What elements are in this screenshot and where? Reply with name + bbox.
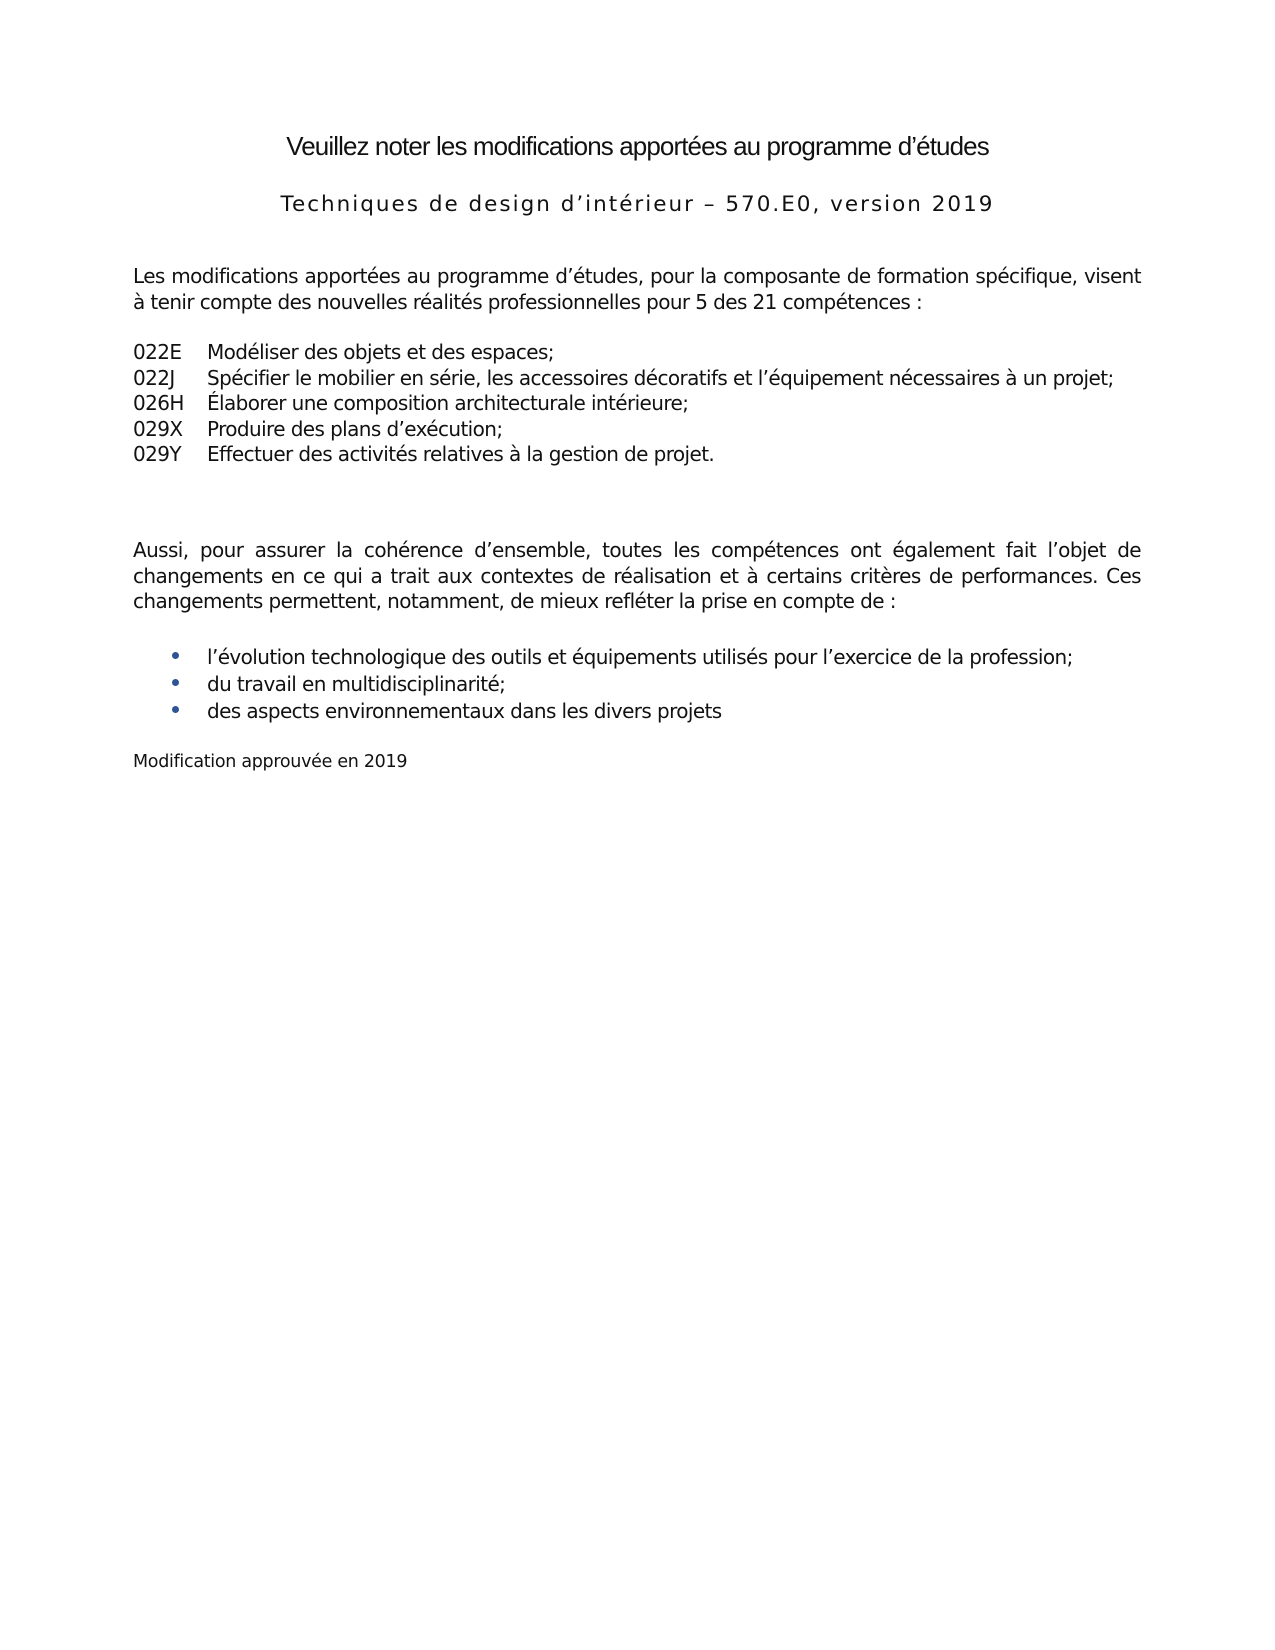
intro-paragraph: Les modifications apportées au programme d’études, pour la composante de formation spécifique, visent à tenir compte des nouvelles réalités professionnelles pour 5 des 21 compétences : (133, 264, 1141, 314)
competency-text: Élaborer une composition architecturale intérieure; (207, 391, 689, 415)
competency-code: 022E (133, 340, 182, 364)
bullet-item (170, 698, 1150, 725)
competency-item (133, 391, 1141, 417)
competency-item (133, 417, 1141, 443)
coherence-paragraph: Aussi, pour assurer la cohérence d’ensemble, toutes les compétences ont également fait l’objet de changements en ce qui a trait aux contextes de réalisation et à certains critères de performances. Ces changements permettent, notamment, de mieux refléter la prise en compte de : (133, 538, 1141, 613)
document-subtitle: Techniques de design d’intérieur – 570.E0, version 2019 (280, 192, 995, 217)
competency-item (133, 442, 1141, 468)
bullet-list (170, 644, 1150, 725)
bullet-item (170, 644, 1150, 671)
bullet-text: des aspects environnementaux dans les divers projets (207, 699, 722, 723)
approval-footnote: Modification approuvée en 2019 (133, 752, 408, 772)
competency-item (133, 366, 1141, 392)
competency-item (133, 340, 1141, 366)
competency-text: Effectuer des activités relatives à la gestion de projet. (207, 442, 715, 466)
competency-code: 026H (133, 391, 184, 415)
competency-code: 029Y (133, 442, 181, 466)
document-title: Veuillez noter les modifications apportées au programme d’études (286, 131, 989, 161)
competency-text: Modéliser des objets et des espaces; (207, 340, 554, 364)
competency-text: Produire des plans d’exécution; (207, 416, 503, 441)
competency-code: 022J (133, 365, 175, 390)
bullet-text: l’évolution technologique des outils et équipements utilisés pour l’exercice de la profession; (207, 645, 1073, 669)
bullet-text: du travail en multidisciplinarité; (207, 672, 506, 696)
competency-code: 029X (133, 416, 183, 441)
competency-list (133, 340, 1141, 468)
bullet-item (170, 671, 1150, 698)
competency-text: Spécifier le mobilier en série, les accessoires décoratifs et l’équipement nécessaires à un projet; (207, 365, 1114, 390)
